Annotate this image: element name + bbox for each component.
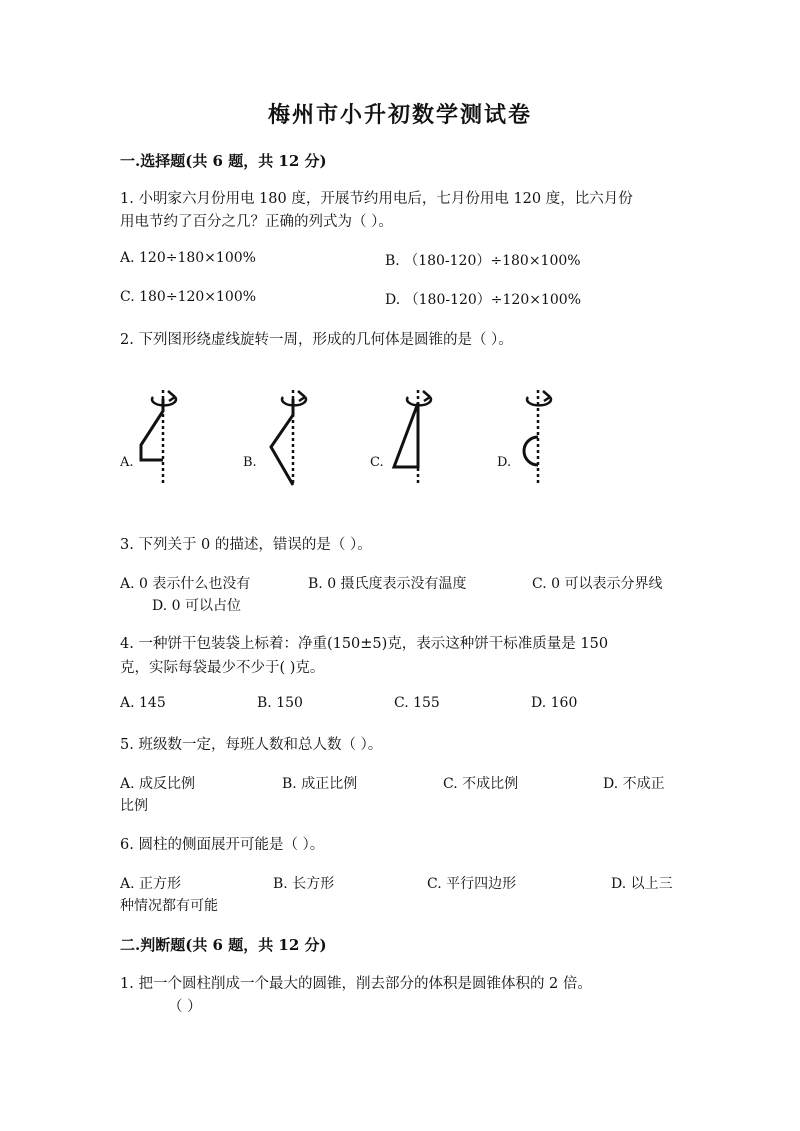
question-3-option-d[interactable]: D. 0 可以占位 — [152, 598, 241, 614]
page-title: 梅州市小升初数学测试卷 — [267, 102, 532, 128]
question-6-option-c[interactable]: C. 平行四边形 — [427, 876, 517, 892]
question-6-option-a[interactable]: A. 正方形 — [120, 876, 182, 892]
question-1-option-a[interactable]: A. 120÷180×100% — [120, 250, 256, 266]
figure-b-drawing — [265, 385, 315, 490]
question-1-line-2: 用电节约了百分之几？正确的列式为（ ）。 — [120, 214, 393, 230]
question-5-option-a[interactable]: A. 成反比例 — [120, 776, 196, 792]
question-4-option-c[interactable]: C. 155 — [394, 695, 440, 711]
figure-c-drawing — [390, 385, 440, 490]
question-6-option-d-wrap: 种情况都有可能 — [120, 898, 218, 914]
question-4-option-a[interactable]: A. 145 — [120, 695, 166, 711]
question-4-option-b[interactable]: B. 150 — [257, 695, 303, 711]
figure-a-drawing — [135, 385, 185, 490]
question-6-text: 6. 圆柱的侧面展开可能是（ ）。 — [120, 837, 325, 853]
figure-c[interactable] — [390, 385, 440, 490]
figure-a-label[interactable]: A. — [120, 455, 134, 470]
question-1-option-d[interactable]: D. （180-120）÷120×100% — [385, 292, 582, 308]
shape-outline — [394, 403, 418, 467]
question-5-text: 5. 班级数一定，每班人数和总人数（ ）。 — [120, 737, 383, 753]
question-3-option-b[interactable]: B. 0 摄氏度表示没有温度 — [308, 576, 467, 592]
figure-b[interactable] — [265, 385, 315, 490]
question-4-line-2: 克，实际每袋最少不少于( )克。 — [120, 660, 325, 676]
question-5-option-d[interactable]: D. 不成正 — [603, 776, 665, 792]
shape-outline — [524, 437, 538, 465]
section-heading-judgement: 二.判断题(共 6 题，共 12 分) — [120, 936, 327, 954]
figure-c-label[interactable]: C. — [370, 455, 384, 470]
figure-d[interactable] — [510, 385, 560, 490]
judgement-1-line-1: 1. 把一个圆柱削成一个最大的圆锥，削去部分的体积是圆锥体积的 2 倍。 — [120, 976, 592, 992]
question-6-option-d[interactable]: D. 以上三 — [611, 876, 673, 892]
question-4-line-1: 4. 一种饼干包装袋上标着：净重(150±5)克，表示这种饼干标准质量是 150 — [120, 636, 609, 652]
question-1-line-1: 1. 小明家六月份用电 180 度，开展节约用电后，七月份用电 120 度，比六月份 — [120, 191, 633, 207]
rotation-arrowhead-icon — [423, 391, 430, 401]
question-3-option-a[interactable]: A. 0 表示什么也没有 — [120, 576, 251, 592]
rotation-arrowhead-icon — [298, 391, 305, 401]
rotation-arrowhead-icon — [168, 391, 175, 401]
shape-outline — [271, 399, 293, 485]
figure-d-drawing — [510, 385, 560, 490]
question-5-option-b[interactable]: B. 成正比例 — [282, 776, 358, 792]
figure-a[interactable] — [135, 385, 185, 490]
question-1-option-c[interactable]: C. 180÷120×100% — [120, 289, 257, 305]
question-1-option-b[interactable]: B. （180-120）÷180×100% — [385, 253, 581, 269]
question-6-option-b[interactable]: B. 长方形 — [273, 876, 335, 892]
question-2-text: 2. 下列图形绕虚线旋转一周，形成的几何体是圆锥的是（ ）。 — [120, 332, 513, 348]
question-5-option-c[interactable]: C. 不成比例 — [443, 776, 519, 792]
question-3-text: 3. 下列关于 0 的描述，错误的是（ ）。 — [120, 537, 372, 553]
figure-d-label[interactable]: D. — [497, 455, 512, 470]
judgement-1-answer-blank[interactable]: （ ） — [168, 999, 202, 1015]
section-heading-choice: 一.选择题(共 6 题，共 12 分) — [120, 152, 327, 170]
question-5-option-d-wrap: 比例 — [120, 798, 148, 814]
figure-b-label[interactable]: B. — [243, 455, 257, 470]
rotation-arrowhead-icon — [543, 391, 550, 401]
shape-outline — [141, 399, 163, 460]
question-3-option-c[interactable]: C. 0 可以表示分界线 — [532, 576, 663, 592]
question-4-option-d[interactable]: D. 160 — [531, 695, 578, 711]
